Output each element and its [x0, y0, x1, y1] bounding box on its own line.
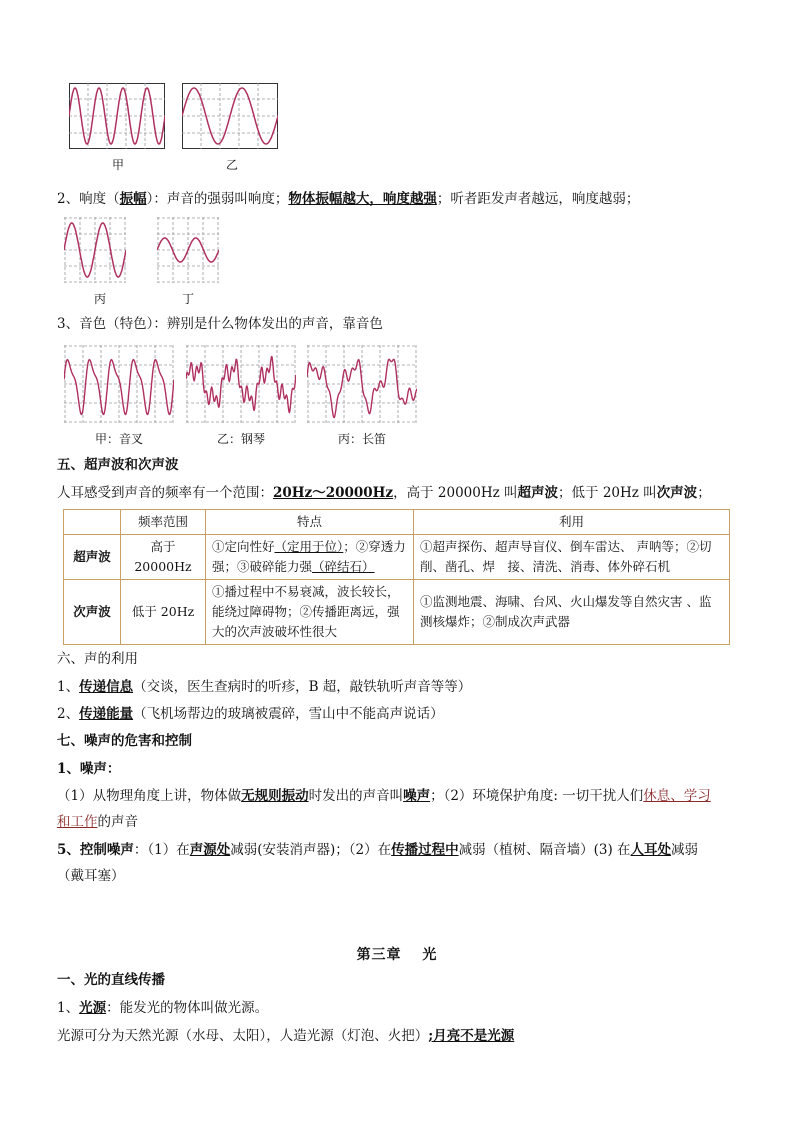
noise-control-line-2: （戴耳塞）: [57, 868, 125, 884]
use-info-line: 1、传递信息（交谈，医生查病时的听疹，B 超，敲铁轨听声音等等）: [57, 679, 472, 695]
table-header-row: [64, 510, 730, 535]
timbre-line: 3、音色（特色）：辨别是什么物体发出的声音，靠音色: [57, 316, 383, 332]
section-6-heading: 六、声的利用: [57, 651, 138, 667]
noise-definition-line: （1）从物理角度上讲，物体做无规则振动时发出的声音叫噪声；（2）环境保护角度: 一切干扰人们休息、学习: [57, 788, 711, 804]
section-7-heading: 七、噪声的危害和控制: [57, 733, 192, 749]
table-row: [64, 580, 730, 645]
table-header: 利用: [414, 510, 730, 535]
range-value: 20Hz～20000Hz: [273, 485, 394, 501]
loudness-key: 物体振幅越大，响度越强: [288, 191, 437, 207]
waveform-ding: [157, 217, 219, 283]
waveform-piano: [186, 345, 296, 423]
row-name: 超声波: [64, 535, 121, 580]
chapter-title: 第三章 光: [356, 947, 438, 963]
wave-comparison-table: [63, 509, 730, 645]
row-use: ①超声探伤、超声导盲仪、倒车雷达、 声呐等；②切削、凿孔、焊 接、清洗、消毒、体外碎石机: [414, 535, 730, 580]
frequency-range-line: 人耳感受到声音的频率有一个范围：20Hz～20000Hz，高于 20000Hz 叫超声波；低于 20Hz 叫次声波；: [57, 485, 711, 501]
row-feature: ①播过程中不易衰减，波长较长，能绕过障碍物；②传播距离远，强大的次声波破坏性很大: [206, 580, 414, 645]
table-header: [64, 510, 121, 535]
table-header: 特点: [206, 510, 414, 535]
figure-label-bing: 丙: [93, 292, 106, 306]
waveform-jia: [69, 83, 165, 149]
section-5-heading: 五、超声波和次声波: [57, 457, 179, 473]
noise-definition-line-2: 和工作的声音: [57, 814, 138, 830]
figure-label-flute: 丙：长笛: [337, 432, 386, 446]
row-name: 次声波: [64, 580, 121, 645]
row-use: ①监测地震、海啸、台风、火山爆发等自然灾害 、监测核爆炸；②制成次声武器: [414, 580, 730, 645]
waveform-tuning-fork: [64, 345, 174, 423]
figure-label-jia: 甲: [111, 158, 124, 172]
row-freq: 高于 20000Hz: [121, 535, 206, 580]
wave-curve: [307, 359, 417, 417]
row-feature: ①定向性好（定用于位）；②穿透力强；③破碎能力强（碎结石）: [206, 535, 414, 580]
light-section-heading: 一、光的直线传播: [57, 972, 165, 988]
waveform-yi: [182, 83, 278, 149]
waveform-flute: [307, 345, 417, 423]
light-source-line: 1、光源：能发光的物体叫做光源。: [57, 1000, 269, 1016]
table-header: 频率范围: [121, 510, 206, 535]
light-source-types-line: 光源可分为天然光源（水母、太阳），人造光源（灯泡、火把）;月亮不是光源: [57, 1028, 515, 1044]
noise-control-line: 5、控制噪声：（1）在声源处减弱(安装消声器)；（2）在传播过程中减弱（植树、隔音墙）(3) 在人耳处减弱: [57, 842, 699, 858]
table-row: [64, 535, 730, 580]
noise-title: 1、噪声：: [57, 761, 121, 777]
figure-label-ding: 丁: [181, 292, 194, 306]
figure-label-piano: 乙：钢琴: [216, 432, 265, 446]
row-freq: 低于 20Hz: [121, 580, 206, 645]
term-amplitude: 振幅: [119, 191, 147, 207]
loudness-line: 2、响度（振幅）：声音的强弱叫响度；物体振幅越大，响度越强；听者距发声者越远，响度越弱；: [57, 191, 640, 207]
waveform-bing: [64, 217, 126, 283]
use-energy-line: 2、传递能量（飞机场帮边的玻璃被震碎，雪山中不能高声说话）: [57, 706, 444, 722]
figure-label-yi: 乙: [225, 158, 238, 172]
figure-label-tuning-fork: 甲：音叉: [94, 432, 143, 446]
